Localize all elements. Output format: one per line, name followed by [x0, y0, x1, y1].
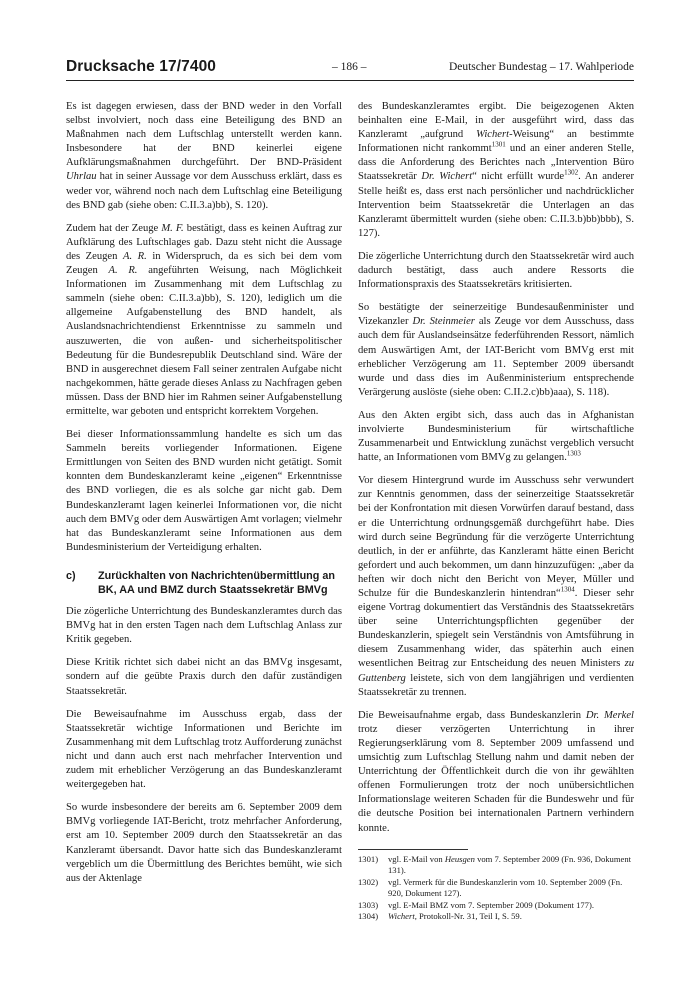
footnote: 1304) Wichert, Protokoll-Nr. 31, Teil I, S. 59.: [358, 911, 522, 922]
paragraph: So bestätigte der seinerzeitige Bundesaußenminister und Vizekanzler Dr. Steinmeier als Zeuge vor dem Ausschuss, dass auch dem für Auslandseinsätze federführenden Ressort, nämlich dem Auswärtigen Amt, der IAT-Bericht vom BMVg erst mit erheblicher Verzögerung am 11. September 2009 übersandt wurde und dass dies im Außenministerium entsprechende Verärgerung auslöste (siehe oben: C.II.2.c)bb)aaa), S. 118).: [358, 302, 634, 398]
left-column: [66, 100, 342, 895]
footnote-rule: [358, 849, 468, 850]
paragraph: Diese Kritik richtet sich dabei nicht an das BMVg insgesamt, sondern auf die geübte Praxis durch den dafür zuständigen Staatssekretär.: [66, 657, 342, 697]
paragraph: So wurde insbesondere der bereits am 6. September 2009 dem BMVg vorliegende IAT-Bericht, trotz mehrfacher Anforderung, erst am 10. September 2009 durch den Staatssekretär an das Kanzleramt übersandt. Davor hatte sich das Bundeskanzleramt vergeblich um die Übermittlung des Berichtes bemüht, wie sich aus der Aktenlage: [66, 802, 342, 884]
header-rule: [66, 80, 634, 81]
paragraph: Zudem hat der Zeuge M. F. bestätigt, dass es keinen Auftrag zur Aufklärung des Luftschlages gab. Dazu steht nicht die Aussage des Zeugen A. R. in Widerspruch, da es sich bei dem vom Zeugen A. R. angeführten Weisung, nach Möglichkeit Informationen im Zusammenhang mit dem Luftschlag zu sammeln (siehe oben: C.II.3.a)bb), S. 120), lediglich um die allgemeine Aufgabenstellung des BND handelt, als Auslandsnachrichtendienst Erkenntnisse zu sammeln und auszuwerten, die von außen- und sicherheitspolitischer Bedeutung für die Bundesrepublik Deutschland sind. Wäre der BND in ausgerechnet diesem Fall seiner zentralen Aufgabe nicht nachgekommen, hätte gerade dieses Anlass zu Nachfragen geben müssen. Dass der BND hier im Rahmen seiner Aufgabenstellung ermittelte, war geboten und entspricht korrektem Vorgehen.: [66, 222, 343, 417]
section-number: c): [66, 569, 76, 582]
section-heading: [66, 570, 342, 597]
page-number: – 186 –: [332, 61, 367, 73]
document-number: Drucksache 17/7400: [66, 58, 217, 75]
paragraph: Bei dieser Informationssammlung handelte es sich um das Sammeln bereits vorliegender Informationen. Eigene Ermittlungen von Seiten des BND wurden nicht getätigt. Somit konnten dem Bundeskanzleramt keine „eigenen“ Erkenntnisse des BND vorliegen, die es als solche gar nicht gab. Dem Bundeskanzleramt lagen keinerlei Informationen vor, die nicht auch dem BMVg oder dem Auswärtigen Amt vorlagen; vielmehr hat das Bundeskanzleramt seine Informationen aus dem Bundesministerium der Verteidigung erhalten.: [66, 429, 342, 553]
paragraph: Die zögerliche Unterrichtung durch den Staatssekretär wird auch dadurch bestätigt, dass auch andere Ressorts die Informationspraxis des Staatssekretärs kritisierten.: [358, 250, 634, 291]
footnote: 1301) vgl. E-Mail von Heusgen vom 7. September 2009 (Fn. 936, Dokument 131).: [358, 854, 632, 876]
paragraph: Die Beweisaufnahme im Ausschuss ergab, dass der Staatssekretär wichtige Informationen und Berichte im Zusammenhang mit dem Luftschlag trotz Aufforderung zunächst nicht und dann auch erst nach mehrfacher Intervention und zudem mit erheblicher Verzögerung an das Bundeskanzleramt weitergegeben hat.: [66, 708, 342, 791]
publisher-label: Deutscher Bundestag – 17. Wahlperiode: [448, 61, 634, 73]
footnote-ref: 1303: [566, 449, 581, 458]
footnote-ref: 1302: [564, 168, 579, 177]
right-column: [358, 100, 634, 845]
section-title: Zurückhalten von Nachrichtenübermittlung an BK, AA und BMZ durch Staatssekretär BMVg: [98, 569, 335, 596]
paragraph: Aus den Akten ergibt sich, dass auch das in Afghanistan involvierte Bundesministerium für wirtschaftliche Zusammenarbeit und Entwicklung zunächst vergeblich versucht hatte, an Informationen vom BMVg zu gelangen.$^{1303}$: [358, 409, 634, 464]
paragraph: Die Beweisaufnahme ergab, dass Bundeskanzlerin Dr. Merkel trotz dieser verzögerten Unterrichtung in ihrer Regierungserklärung vom 8. September 2009 umfassend und umsichtig zum Luftschlag Stellung nahm und damit neben der Unterrichtung der Öffentlichkeit durch die von ihr gewählten offenen Formulierungen trotz der noch unübersichtlichen Informationslage weiteren Schaden für die Bundeswehr und für die deutsche Position bei internationalen Partnern verhindern konnte.: [358, 709, 634, 834]
footnote: 1303) vgl. E-Mail BMZ vom 7. September 2009 (Dokument 177).: [358, 899, 594, 910]
footnotes: [358, 854, 634, 922]
paragraph: Die zögerliche Unterrichtung des Bundeskanzleramtes durch das BMVg hat in den ersten Tagen nach dem Luftschlag Anlass zur Kritik gegeben.: [66, 606, 342, 646]
page-header: [66, 58, 634, 80]
paragraph: Vor diesem Hintergrund wurde im Ausschuss sehr verwundert zur Kenntnis genommen, dass der seinerzeitige Staatssekretär bei der Konfrontation mit diesen Vorwürfen darauf bestand, dass er die Unterrichtung ordnungsgemäß durchgeführt habe. Dies wird durch seine Begründung für die verzögerte Unterrichtung deutlich, in der er anführte, das Kanzleramt hätte einen Bericht gefordert und auch bekommen, um dann hinzuzufügen: „aber da heften wir doch nicht den Bericht von Meyer, Müller und Schulze für die Bundeskanzlerin hintendran“$^{1304}$. Dieser sehr eigene Vortrag dokumentiert das Verständnis des Staatssekretärs über seine Unterrichtungspflichten gegenüber der Bundeskanzlerin, spiegelt sein Verständnis von Amtsführung in diesem Zusammenhang wider, das späterhin auch einen wesentlichen Beitrag zur Entscheidung des neuen Ministers zu Guttenberg leistete, sich von dem langjährigen und verdienten Staatssekretär zu trennen.: [358, 475, 635, 698]
footnote-ref: 1304: [560, 585, 575, 594]
paragraph: des Bundeskanzleramtes ergibt. Die beigezogenen Akten beinhalten eine E-Mail, in der ausgeführt wird, dass das Kanzleramt „aufgrund Wichert-Weisung“ an bestimmte Informationen nicht rankommt$^{1301}$ und an einer anderen Stelle, dass die Anforderung des Berichtes nach „Intervention Büro Staatssekretär Dr. Wichert“ nicht erfüllt wurde$^{1302}$. An anderer Stelle heißt es, dass erst nach persönlicher und nachdrücklicher Intervention beim Staatssekretär die Unterlagen an das Kanzleramt übermittelt wurden (siehe oben: C.II.3.b)bb)bbb), S. 127).: [358, 101, 634, 239]
paragraph: Es ist dagegen erwiesen, dass der BND weder in den Vorfall selbst involviert, noch dass eine Beteiligung des BND an Maßnahmen nach dem Luftschlag unterstellt werden kann. Insbesondere hat der BND keinerlei eigene Aufklärungsmaßnahmen durchgeführt. Der BND-Präsident Uhrlau hat in seiner Aussage vor dem Ausschuss erklärt, dass es weder vor, während noch nach dem Luftschlag eine Beteiligung des BND gab (siehe oben: C.II.3.a)bb), S. 120).: [66, 101, 342, 211]
footnote: 1302) vgl. Vermerk für die Bundeskanzlerin vom 10. September 2009 (Fn. 920, Dokument 127).: [358, 876, 623, 899]
footnote-ref: 1301: [491, 140, 506, 149]
